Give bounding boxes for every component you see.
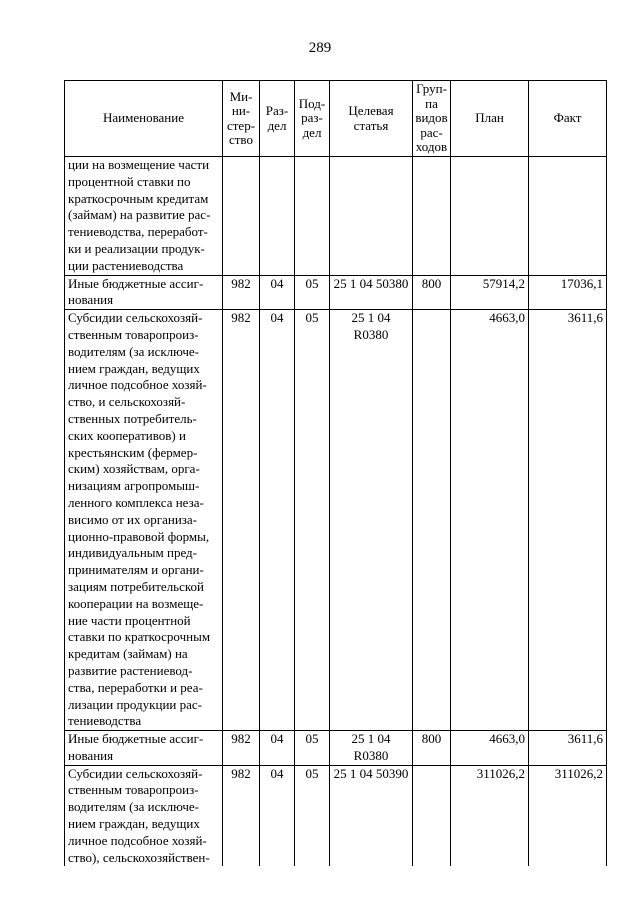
cell-plan: 311026,2	[451, 765, 529, 866]
cell-name: Субсидии сельскохозяй- ственным товаропроиз- водителям (за исключе- нием граждан, ведущих личное подсобное хозяй- ство), сельскохозяйствен-	[65, 765, 223, 866]
cell-fact: 311026,2	[529, 765, 607, 866]
table-row	[65, 275, 607, 310]
header-subsection: Под- раз- дел	[295, 81, 330, 157]
cell-name: Иные бюджетные ассиг- нования	[65, 275, 223, 310]
header-target: Целевая статья	[330, 81, 413, 157]
table-header-row	[65, 81, 607, 157]
cell-section: 04	[260, 275, 295, 310]
cell-target: 25 1 04 50390	[330, 765, 413, 866]
table-row	[65, 731, 607, 766]
cell-section	[260, 157, 295, 276]
cell-plan: 4663,0	[451, 731, 529, 766]
cell-fact	[529, 157, 607, 276]
cell-ministry: 982	[223, 731, 260, 766]
cell-ministry: 982	[223, 765, 260, 866]
budget-table	[64, 80, 607, 866]
cell-subsection: 05	[295, 765, 330, 866]
cell-fact: 17036,1	[529, 275, 607, 310]
cell-ministry	[223, 157, 260, 276]
cell-target: 25 1 04 R0380	[330, 310, 413, 731]
cell-ministry: 982	[223, 310, 260, 731]
header-ministry: Ми- ни- стер- ство	[223, 81, 260, 157]
cell-subsection: 05	[295, 275, 330, 310]
table-row	[65, 310, 607, 731]
cell-expense-group	[413, 310, 451, 731]
header-fact: Факт	[529, 81, 607, 157]
cell-ministry: 982	[223, 275, 260, 310]
cell-expense-group: 800	[413, 731, 451, 766]
cell-name: ции на возмещение части процентной ставки по краткосрочным кредитам (займам) на развитие рас- тениеводства, переработ- ки и реализации продук- ции растениеводства	[65, 157, 223, 276]
cell-expense-group: 800	[413, 275, 451, 310]
header-plan: План	[451, 81, 529, 157]
cell-section: 04	[260, 765, 295, 866]
cell-fact: 3611,6	[529, 731, 607, 766]
cell-target: 25 1 04 R0380	[330, 731, 413, 766]
cell-subsection: 05	[295, 731, 330, 766]
cell-target: 25 1 04 50380	[330, 275, 413, 310]
cell-name: Субсидии сельскохозяй- ственным товаропроиз- водителям (за исключе- нием граждан, ведущих личное подсобное хозяй- ство, и сельскохозяй- ственных потребитель- ских кооперативов) и крестьянским (фермер- ским) хозяйствам, орга- низациям агропромыш- ленного комплекса неза- висимо от их организа- ционно-правовой формы, индивидуальным пред- принимателям и органи- зациям потребительской кооперации на возмеще- ние части процентной ставки по краткосрочным кредитам (займам) на развитие растениевод- ства, переработки и реа- лизации продукции рас- тениеводства	[65, 310, 223, 731]
header-expense-group: Груп- па видов рас- ходов	[413, 81, 451, 157]
header-name: Наименование	[65, 81, 223, 157]
cell-target	[330, 157, 413, 276]
cell-plan: 4663,0	[451, 310, 529, 731]
cell-fact: 3611,6	[529, 310, 607, 731]
table-row	[65, 765, 607, 866]
cell-name: Иные бюджетные ассиг- нования	[65, 731, 223, 766]
cell-expense-group	[413, 765, 451, 866]
header-section: Раз- дел	[260, 81, 295, 157]
cell-expense-group	[413, 157, 451, 276]
cell-section: 04	[260, 310, 295, 731]
cell-section: 04	[260, 731, 295, 766]
table-row	[65, 157, 607, 276]
cell-subsection	[295, 157, 330, 276]
cell-subsection: 05	[295, 310, 330, 731]
page-number: 289	[308, 40, 332, 56]
cell-plan	[451, 157, 529, 276]
cell-plan: 57914,2	[451, 275, 529, 310]
